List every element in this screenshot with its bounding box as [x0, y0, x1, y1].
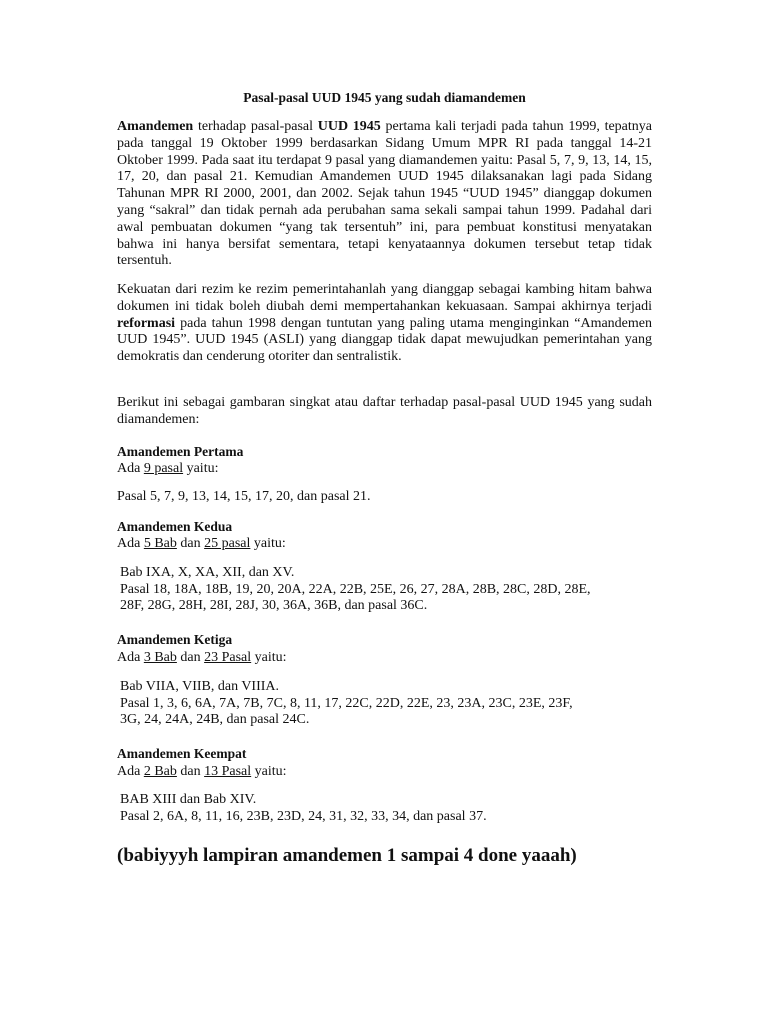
list-line: Pasal 5, 7, 9, 13, 14, 15, 17, 20, dan pasal 21. — [117, 489, 371, 504]
count-prefix: Ada — [117, 764, 144, 779]
count-mid: dan — [176, 764, 205, 779]
section-heading-keempat: Amandemen Keempat — [117, 746, 247, 761]
p2-text-1: Kekuatan dari rezim ke rezim pemerintahanlah yang dianggap sebagai kambing hitam bahwa dokumen ini tidak boleh diubah demi mempertahankan kekuasaan. Sampai akhirnya terjadi — [117, 282, 652, 314]
section-heading-kedua: Amandemen Kedua — [117, 519, 233, 534]
list-line: 28F, 28G, 28H, 28I, 28J, 30, 36A, 36B, dan pasal 36C. — [120, 598, 428, 614]
count-2: 23 Pasal — [204, 650, 252, 665]
section-list-pertama — [117, 489, 652, 506]
count-2: 13 Pasal — [204, 764, 252, 779]
count-suffix: yaitu: — [250, 536, 286, 551]
list-line: Pasal 1, 3, 6, 6A, 7A, 7B, 7C, 8, 11, 17, 22C, 22D, 22E, 23, 23A, 23C, 23E, 23F, — [120, 695, 573, 711]
section-heading-pertama: Amandemen Pertama — [117, 444, 244, 459]
section-count-kedua — [117, 535, 286, 552]
count-1: 5 Bab — [143, 536, 177, 551]
p2-text-2: pada tahun 1998 dengan tuntutan yang paling utama menginginkan “Amandemen UUD 1945”. UUD 1945 (ASLI) yang dianggap tidak dapat mewujudkan pemerintahan yang demokratis dan cenderung otoriter dan sentralistik. — [117, 315, 652, 365]
count-prefix: Ada — [117, 650, 144, 665]
p1-text-1: terhadap pasal-pasal — [193, 119, 318, 134]
section-list-keempat — [120, 792, 655, 825]
count-suffix: yaitu: — [251, 650, 287, 665]
count-1: 2 Bab — [143, 764, 177, 779]
term-uud-1945: UUD 1945 — [317, 119, 381, 134]
section-count-ketiga — [117, 649, 287, 666]
count-prefix: Ada — [117, 461, 144, 476]
count-suffix: yaitu: — [251, 764, 287, 779]
list-line: Bab VIIA, VIIB, dan VIIIA. — [120, 679, 280, 694]
list-line: 3G, 24, 24A, 24B, dan pasal 24C. — [120, 712, 310, 728]
list-line: BAB XIII dan Bab XIV. — [120, 792, 257, 807]
count-1: 9 pasal — [143, 461, 184, 476]
document-title: Pasal-pasal UUD 1945 yang sudah diamandemen — [243, 90, 526, 105]
term-reformasi: reformasi — [117, 315, 176, 331]
section-count-pertama — [117, 460, 218, 477]
list-line: Pasal 18, 18A, 18B, 19, 20, 20A, 22A, 22B, 25E, 26, 27, 28A, 28B, 28C, 28D, 28E, — [120, 581, 591, 597]
intro-paragraph-1 — [117, 119, 652, 270]
section-heading-ketiga: Amandemen Ketiga — [117, 632, 233, 647]
count-prefix: Ada — [117, 536, 144, 551]
intro-paragraph-3: Berikut ini sebagai gambaran singkat atau daftar terhadap pasal-pasal UUD 1945 yang sudah diamandemen: — [117, 395, 652, 427]
count-mid: dan — [176, 650, 205, 665]
term-amandemen: Amandemen — [117, 119, 194, 134]
list-line: Bab IXA, X, XA, XII, dan XV. — [120, 565, 295, 580]
count-mid: dan — [176, 536, 205, 551]
count-suffix: yaitu: — [183, 461, 219, 476]
closing-note: (babiyyyh lampiran amandemen 1 sampai 4 done yaaah) — [117, 845, 577, 866]
intro-paragraph-2 — [117, 282, 652, 366]
section-count-keempat — [117, 763, 287, 780]
section-list-ketiga — [120, 679, 655, 729]
count-2: 25 pasal — [204, 536, 251, 551]
list-line: Pasal 2, 6A, 8, 11, 16, 23B, 23D, 24, 31, 32, 33, 34, dan pasal 37. — [120, 808, 487, 824]
p1-text-2: pertama kali terjadi pada tahun 1999, tepatnya pada tanggal 19 Oktober 1999 berdasarkan Sidang Umum MPR RI pada tanggal 14-21 Oktober 1999. Pada saat itu terdapat 9 pasal yang diamandemen yaitu: Pasal 5, 7, 9, 13, 14, 15, 17, 20, dan pasal 21. Kemudian Amandemen UUD 1945 dilaksanakan lagi pada Sidang Tahunan MPR RI 2000, 2001, dan 2002. Sejak tahun 1945 “UUD 1945” dianggap dokumen yang “sakral” dan tidak pernah ada perubahan sama sekali sampai tahun 1999. Padahal dari awal pembuatan dokumen “yang tak tersentuh” ini, para pembuat konstitusi menyatakan bahwa ini hanya bersifat sementara, tetapi kenyataannya dokumen tersebut tetap tidak tersentuh. — [117, 119, 652, 269]
count-1: 3 Bab — [143, 650, 177, 665]
section-list-kedua — [120, 565, 655, 615]
